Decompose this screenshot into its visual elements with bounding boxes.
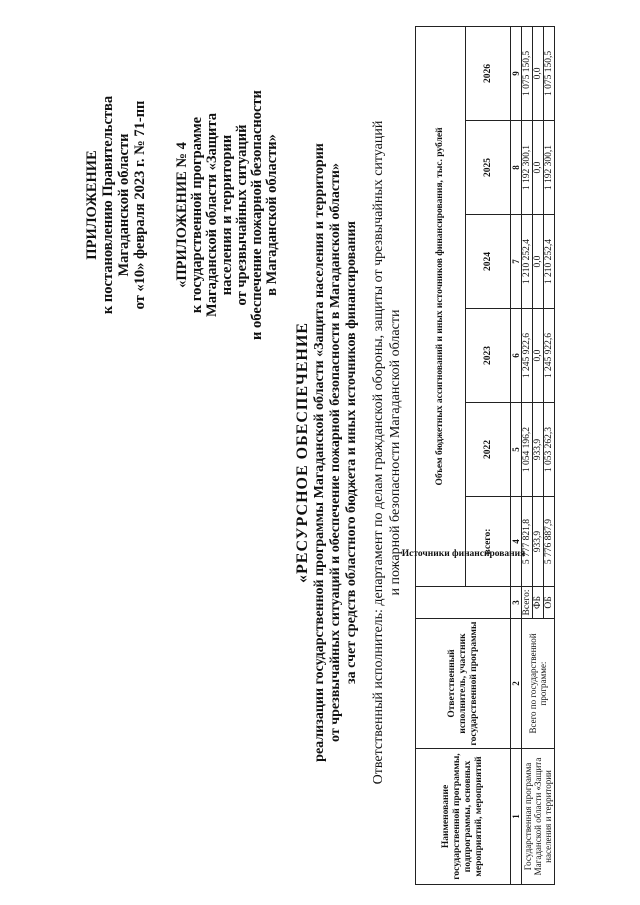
y2024-cell: 1 210 252,4: [522, 215, 533, 309]
y2023-cell: 1 245 922,6: [544, 309, 555, 403]
source-cell: Всего:: [522, 587, 533, 619]
appendix-line: к постановлению Правительства: [100, 95, 116, 315]
header-volume: Объем бюджетных ассигнований и иных источников финансирования, тыс. рублей: [416, 26, 466, 586]
y2026-cell: 1 075 150,5: [544, 26, 555, 120]
appendix4-line: от чрезвычайных ситуаций: [234, 124, 250, 306]
y2024-cell: 0,0: [533, 215, 544, 309]
y2024-cell: 1 210 252,4: [544, 215, 555, 309]
total-cell: 5 777 821,8: [522, 497, 533, 587]
responsible-line: Ответственный исполнитель: департамент по делам гражданской обороны, защиты от чрезвычайных ситуаций: [371, 120, 386, 785]
appendix4-line: в Магаданской области»: [264, 134, 280, 296]
appendix-line: Магаданской области: [116, 133, 132, 277]
subtitle-line: за счет средств областного бюджета и иных источников финансирования: [344, 221, 359, 684]
source-cell: ОБ: [544, 587, 555, 619]
y2022-cell: 933,9: [533, 403, 544, 497]
document-subtitle: [312, 0, 360, 905]
program-executor: Всего по государственной программе:: [522, 619, 555, 749]
y2025-cell: 1 192 300,1: [522, 121, 533, 215]
subtitle-line: реализации государственной программы Магаданской области «Защита населения и территории: [312, 143, 327, 762]
appendix4-title: «ПРИЛОЖЕНИЕ № 4: [174, 142, 190, 288]
header-2023: 2023: [466, 309, 511, 403]
appendix4-line: к государственной программе: [189, 116, 205, 314]
header-executor: Ответственный исполнитель, участник государственной программы: [416, 619, 511, 749]
y2026-cell: 0,0: [533, 26, 544, 120]
header-source: [401, 548, 525, 619]
appendix4-line: Магаданской области «Защита: [204, 113, 220, 317]
table-row: [522, 26, 533, 884]
subtitle-line: от чрезвычайных ситуаций и обеспечение пожарной безопасности в Магаданской области»: [328, 163, 343, 742]
y2023-cell: 0,0: [533, 309, 544, 403]
appendix4-line: населения и территории: [219, 134, 235, 296]
y2022-cell: 1 054 196,2: [522, 403, 533, 497]
index-cell: 6: [511, 309, 522, 403]
y2026-cell: 1 075 150,5: [522, 26, 533, 120]
appendix-block: [84, 65, 148, 345]
index-cell: 2: [511, 619, 522, 749]
appendix-line: от «10» февраля 2023 г. № 71-пп: [132, 100, 148, 310]
header-2022: 2022: [466, 403, 511, 497]
responsible-line: и пожарной безопасности Магаданской области: [388, 309, 403, 596]
source-cell: ФБ: [533, 587, 544, 619]
y2025-cell: 0,0: [533, 121, 544, 215]
responsible-executor: [370, 0, 404, 905]
total-cell: 5 776 887,9: [544, 497, 555, 587]
header-source-text: Источники финансирования: [401, 548, 525, 559]
y2022-cell: 1 053 262,3: [544, 403, 555, 497]
header-name: Наименование государственной программы, подпрограммы, основных мероприятий, мероприятий: [416, 749, 511, 885]
index-cell: 3: [511, 587, 522, 619]
resource-table: [401, 26, 555, 885]
header-2026: 2026: [466, 26, 511, 120]
index-cell: 8: [511, 121, 522, 215]
header-2025: 2025: [466, 121, 511, 215]
index-cell: 5: [511, 403, 522, 497]
header-total: всего:: [466, 497, 511, 587]
document-heading: «РЕСУРСНОЕ ОБЕСПЕЧЕНИЕ: [294, 322, 311, 583]
y2025-cell: 1 192 300,1: [544, 121, 555, 215]
index-cell: 1: [511, 749, 522, 885]
index-cell: 9: [511, 26, 522, 120]
appendix-title: ПРИЛОЖЕНИЕ: [84, 150, 100, 260]
index-cell: 7: [511, 215, 522, 309]
y2023-cell: 1 245 922,6: [522, 309, 533, 403]
header-2024: 2024: [466, 215, 511, 309]
index-cell: 4: [511, 497, 522, 587]
appendix4-block: [175, 65, 280, 365]
index-row: [511, 26, 522, 884]
appendix4-line: и обеспечение пожарной безопасности: [249, 90, 265, 340]
total-cell: 933,9: [533, 497, 544, 587]
program-name: Государственная программа Магаданской области «Защита населения и территории: [522, 749, 555, 885]
